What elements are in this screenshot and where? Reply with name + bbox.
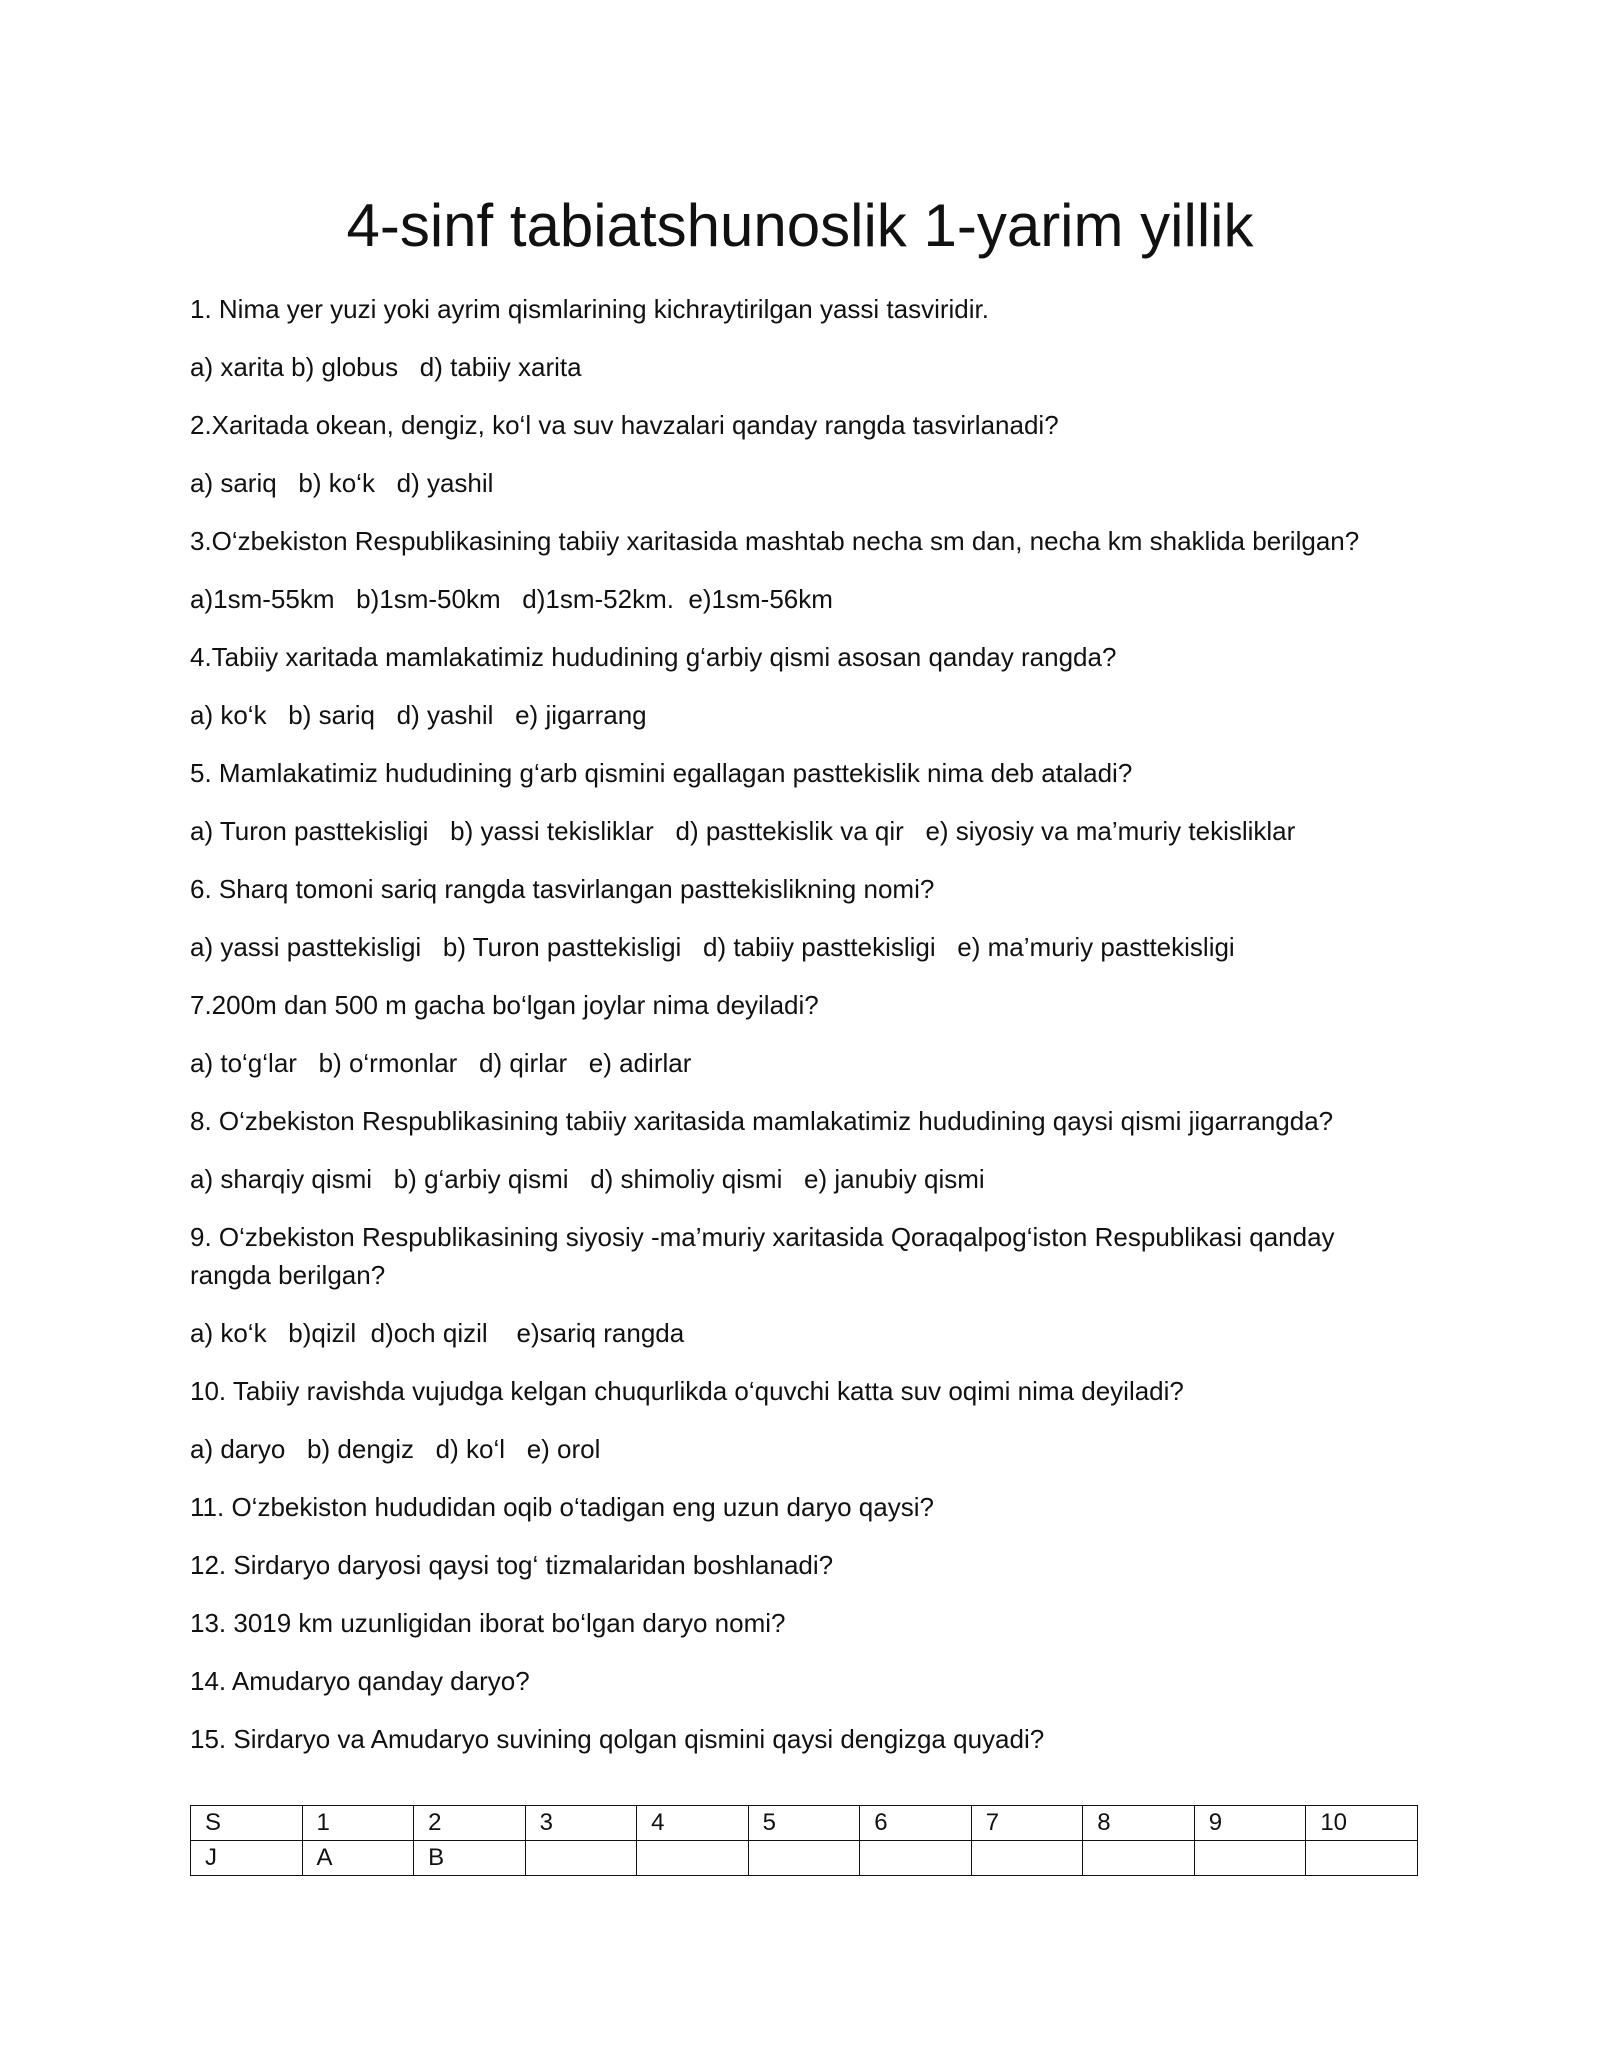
question-5: 5. Mamlakatimiz hududining g‘arb qismini egallagan pasttekislik nima deb ataladi? (190, 758, 1133, 788)
table-cell: 4 (637, 1806, 749, 1841)
table-cell: J (191, 1841, 303, 1876)
question-10: 10. Tabiiy ravishda vujudga kelgan chuqurlikda o‘quvchi katta suv oqimi nima deyiladi? (190, 1376, 1184, 1406)
table-row (191, 1841, 1418, 1876)
table-cell (637, 1841, 749, 1876)
answers-2: a) sariq b) ko‘k d) yashil (190, 468, 494, 498)
table-cell: S (191, 1806, 303, 1841)
table-cell (1083, 1841, 1195, 1876)
document-title: 4-sinf tabiatshunoslik 1-yarim yillik (346, 192, 1254, 259)
table-cell: 5 (748, 1806, 860, 1841)
question-15: 15. Sirdaryo va Amudaryo suvining qolgan qismini qaysi dengizga quyadi? (190, 1724, 1045, 1754)
question-11: 11. O‘zbekiston hududidan oqib o‘tadigan eng uzun daryo qaysi? (190, 1492, 934, 1522)
table-cell: 10 (1306, 1806, 1418, 1841)
answer-table (190, 1805, 1418, 1876)
table-cell (971, 1841, 1083, 1876)
table-cell: 6 (860, 1806, 972, 1841)
question-13: 13. 3019 km uzunligidan iborat bo‘lgan daryo nomi? (190, 1608, 786, 1638)
table-cell (748, 1841, 860, 1876)
table-cell: 2 (414, 1806, 526, 1841)
table-cell: 3 (525, 1806, 637, 1841)
answers-3: a)1sm-55km b)1sm-50km d)1sm-52km. e)1sm-56km (190, 584, 833, 614)
question-6: 6. Sharq tomoni sariq rangda tasvirlangan pasttekislikning nomi? (190, 874, 935, 904)
answers-7: a) to‘g‘lar b) o‘rmonlar d) qirlar e) adirlar (190, 1048, 692, 1078)
answers-1: a) xarita b) globus d) tabiiy xarita (190, 352, 582, 382)
table-cell: 1 (302, 1806, 414, 1841)
question-list (190, 290, 1420, 1778)
table-cell (525, 1841, 637, 1876)
answers-8: a) sharqiy qismi b) g‘arbiy qismi d) shimoliy qismi e) janubiy qismi (190, 1164, 985, 1194)
table-cell: A (302, 1841, 414, 1876)
table-cell: 8 (1083, 1806, 1195, 1841)
question-7: 7.200m dan 500 m gacha bo‘lgan joylar nima deyiladi? (190, 990, 819, 1020)
question-1: 1. Nima yer yuzi yoki ayrim qismlarining kichraytirilgan yassi tasviridir. (190, 294, 989, 324)
table-cell: 7 (971, 1806, 1083, 1841)
question-8: 8. O‘zbekiston Respublikasining tabiiy xaritasida mamlakatimiz hududining qaysi qismi jigarrangda? (190, 1106, 1334, 1136)
table-cell: B (414, 1841, 526, 1876)
table-cell (1194, 1841, 1306, 1876)
answers-10: a) daryo b) dengiz d) ko‘l e) orol (190, 1434, 601, 1464)
answers-9: a) ko‘k b)qizil d)och qizil e)sariq rangda (190, 1318, 685, 1348)
answers-5: a) Turon pasttekisligi b) yassi tekisliklar d) pasttekislik va qir e) siyosiy va ma’muriy tekisliklar (190, 816, 1296, 846)
question-14: 14. Amudaryo qanday daryo? (190, 1666, 530, 1696)
question-2: 2.Xaritada okean, dengiz, ko‘l va suv havzalari qanday rangda tasvirlanadi? (190, 410, 1059, 440)
table-row (191, 1806, 1418, 1841)
table-cell: 9 (1194, 1806, 1306, 1841)
question-9: 9. O‘zbekiston Respublikasining siyosiy -ma’muriy xaritasida Qoraqalpog‘iston Respublikasi qanday rangda berilgan? (190, 1222, 1335, 1290)
answers-6: a) yassi pasttekisligi b) Turon pasttekisligi d) tabiiy pasttekisligi e) ma’muriy pasttekisligi (190, 932, 1235, 962)
answers-4: a) ko‘k b) sariq d) yashil e) jigarrang (190, 700, 647, 730)
question-4: 4.Tabiiy xaritada mamlakatimiz hududining g‘arbiy qismi asosan qanday rangda? (190, 642, 1117, 672)
table-cell (860, 1841, 972, 1876)
question-12: 12. Sirdaryo daryosi qaysi tog‘ tizmalaridan boshlanadi? (190, 1550, 834, 1580)
table-cell (1306, 1841, 1418, 1876)
question-3: 3.O‘zbekiston Respublikasining tabiiy xaritasida mashtab necha sm dan, necha km shaklida berilgan? (190, 526, 1360, 556)
